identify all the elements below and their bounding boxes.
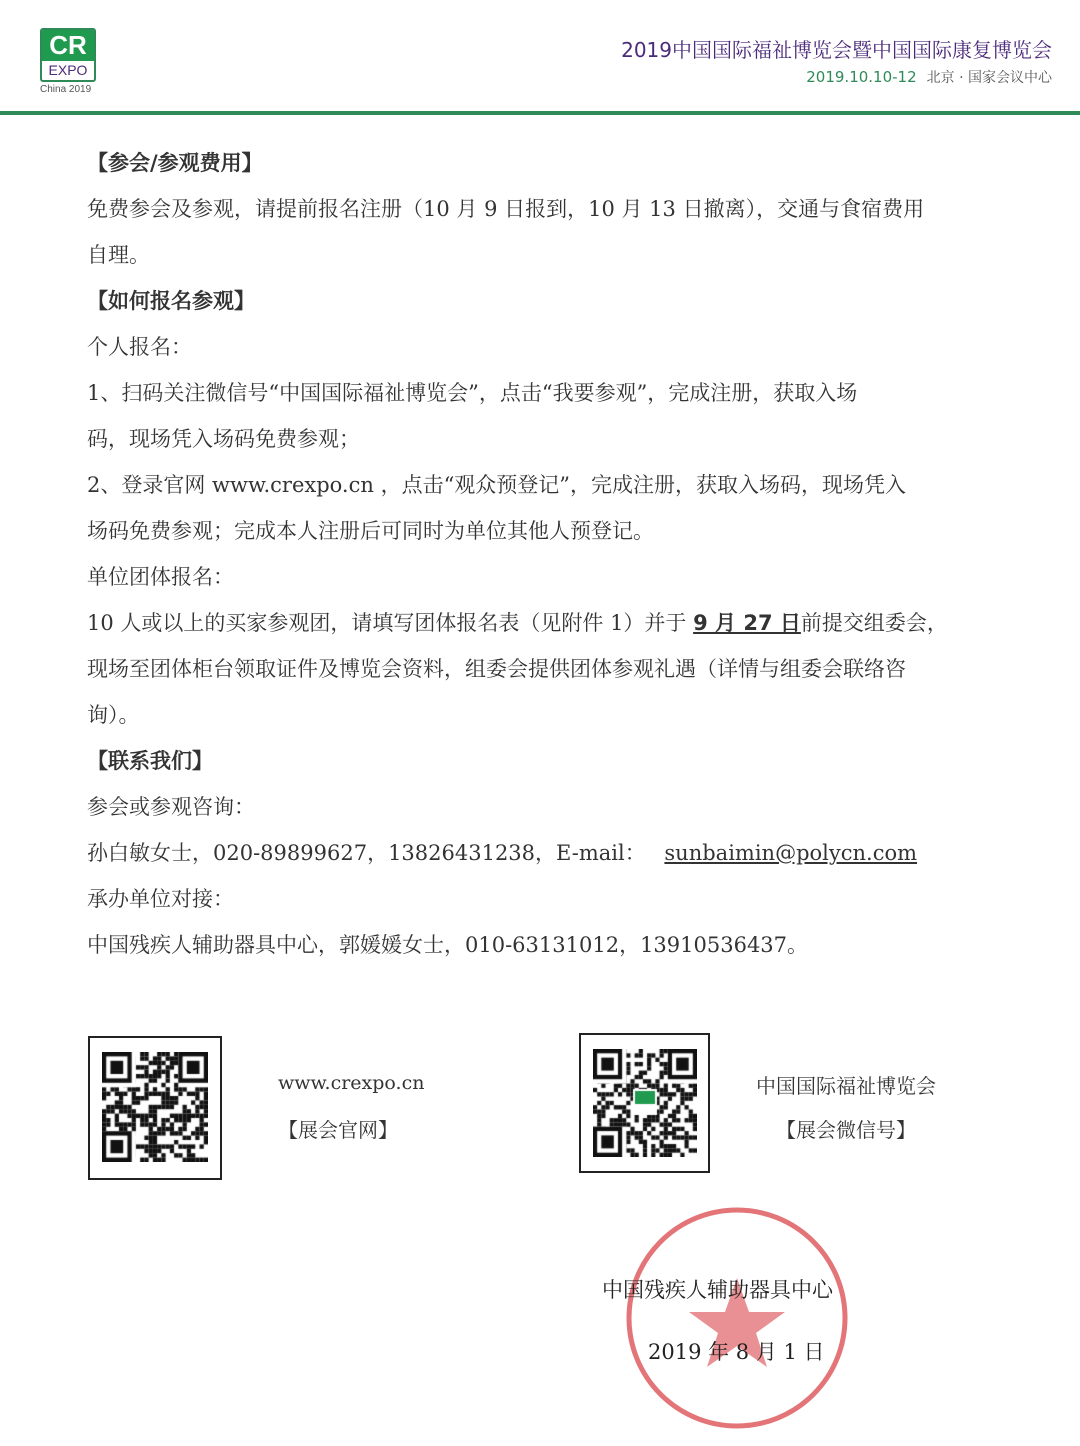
- qr-website-url: www.crexpo.cn: [278, 1072, 425, 1094]
- text-line: 中国残疾人辅助器具中心，郭媛媛女士，010-63131012，13910536437。: [87, 933, 809, 957]
- logo-expo: EXPO: [48, 62, 88, 78]
- contact-info: 孙白敏女士，020-89899627，13826431238，E-mail：: [87, 841, 646, 865]
- text-line: 场码免费参观；完成本人注册后可同时为单位其他人预登记。: [87, 519, 654, 543]
- text-line: 码，现场凭入场码免费参观；: [87, 427, 360, 451]
- text-line: 承办单位对接：: [87, 887, 234, 911]
- section-heading-contact: 【联系我们】: [87, 749, 213, 773]
- text-line: 免费参会及参观，请提前报名注册（10 月 9 日报到，10 月 13 日撤离），交通与食宿费用: [87, 197, 925, 221]
- logo-year: China 2019: [40, 84, 92, 95]
- logo-cr: CR: [42, 30, 94, 61]
- text-line: [87, 834, 1017, 880]
- event-location: 北京 · 国家会议中心: [926, 70, 1052, 86]
- header-title: 2019中国国际福祉博览会暨中国国际康复博览会: [621, 38, 1052, 62]
- qr-pattern: [593, 1049, 697, 1157]
- text-line: 1、扫码关注微信号“中国国际福祉博览会”，点击“我要参观”，完成注册，获取入场: [87, 381, 858, 405]
- subheading-individual: 个人报名：: [87, 335, 192, 359]
- subheading-group: 单位团体报名：: [87, 565, 234, 589]
- event-date: 2019.10.10-12: [806, 68, 917, 86]
- text-line: 询）。: [87, 703, 140, 727]
- text-line: 现场至团体柜台领取证件及博览会资料，组委会提供团体参观礼遇（详情与组委会联络咨: [87, 657, 906, 681]
- crexpo-logo: [40, 28, 96, 95]
- header-divider: [0, 111, 1080, 115]
- text-line: 自理。: [87, 243, 150, 267]
- header-date-location: [806, 67, 1052, 87]
- document-body: [87, 144, 1017, 972]
- signature-org: 中国残疾人辅助器具中心: [602, 1278, 833, 1302]
- qr-code-website[interactable]: [88, 1036, 222, 1180]
- qr-code-wechat[interactable]: [579, 1033, 710, 1173]
- qr-wechat-name: 中国国际福祉博览会: [756, 1074, 936, 1098]
- text-line: [87, 604, 1017, 650]
- text-line: 参会或参观咨询：: [87, 795, 255, 819]
- text-segment: 前提交组委会，: [800, 611, 948, 635]
- signature-date: 2019 年 8 月 1 日: [648, 1340, 825, 1364]
- qr-website-label: 【展会官网】: [278, 1118, 398, 1142]
- qr-pattern: [102, 1052, 208, 1162]
- official-seal: [612, 1200, 862, 1440]
- section-heading-register: 【如何报名参观】: [87, 289, 255, 313]
- text-segment: 10 人或以上的买家参观团，请填写团体报名表（见附件 1）并于: [87, 611, 694, 635]
- qr-wechat-label: 【展会微信号】: [776, 1118, 916, 1142]
- email-link[interactable]: sunbaimin@polycn.com: [664, 841, 918, 865]
- deadline: 9 月 27 日: [693, 611, 801, 635]
- section-heading-fees: 【参会/参观费用】: [87, 151, 263, 175]
- text-line: 2、登录官网 www.crexpo.cn ，点击“观众预登记”，完成注册，获取入场码，现场凭入: [87, 473, 907, 497]
